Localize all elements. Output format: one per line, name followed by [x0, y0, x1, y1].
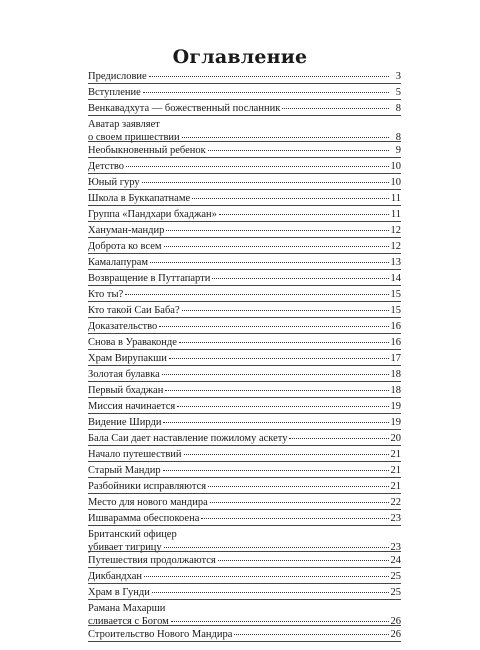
toc-entry-title: Кто такой Саи Баба?: [88, 305, 180, 316]
toc-entry: [88, 206, 401, 222]
toc-entry-title: Бала Саи дает наставление пожилому аскету: [88, 433, 288, 444]
toc-entry-page-number: 25: [390, 587, 401, 598]
toc-entry: [88, 68, 401, 84]
toc-entry-page-number: 15: [390, 305, 401, 316]
toc-entry: [88, 552, 401, 568]
table-of-contents: [88, 68, 401, 642]
toc-entry-page-number: 21: [390, 449, 401, 460]
toc-entry: [88, 398, 401, 414]
dot-leader: [212, 278, 388, 279]
toc-entry: [88, 494, 401, 510]
toc-entry-page-number: 23: [390, 513, 401, 524]
dot-leader: [163, 422, 388, 423]
toc-entry-page-number: 13: [390, 257, 401, 268]
toc-entry: [88, 568, 401, 584]
toc-entry-title: Золотая булавка: [88, 369, 160, 380]
dot-leader: [152, 592, 389, 593]
toc-entry-page-number: 5: [395, 87, 401, 98]
toc-entry: [88, 158, 401, 174]
dot-leader: [184, 454, 389, 455]
dot-leader: [210, 502, 389, 503]
toc-entry-page-number: 19: [390, 401, 401, 412]
dot-leader: [169, 358, 389, 359]
dot-leader: [166, 230, 388, 231]
page-title: Оглавление: [172, 46, 308, 68]
dot-leader: [177, 406, 388, 407]
toc-entry-title: Предисловие: [88, 71, 147, 82]
toc-entry-page-number: 12: [390, 225, 401, 236]
dot-leader: [162, 374, 389, 375]
entry-separator: [88, 641, 401, 642]
toc-entry-page-number: 17: [390, 353, 401, 364]
toc-entry-title: Место для нового мандира: [88, 497, 208, 508]
toc-entry: [88, 286, 401, 302]
toc-entry-title: Старый Мандир: [88, 465, 161, 476]
toc-entry: [88, 142, 401, 158]
toc-entry-page-number: 23: [390, 542, 401, 553]
dot-leader: [142, 182, 389, 183]
toc-entry-page-number: 26: [390, 616, 401, 627]
dot-leader: [143, 92, 389, 93]
dot-leader: [219, 214, 389, 215]
toc-entry-page-number: 3: [395, 71, 401, 82]
toc-entry: [88, 254, 401, 270]
toc-entry-page-number: 12: [390, 241, 401, 252]
toc-entry: [88, 238, 401, 254]
toc-entry-title: Путешествия продолжаются: [88, 555, 216, 566]
toc-entry: [88, 446, 401, 462]
toc-entry-title: Ишварамма обеспокоена: [88, 513, 200, 524]
toc-entry: [88, 222, 401, 238]
toc-entry: [88, 174, 401, 190]
dot-leader: [208, 150, 389, 151]
dot-leader: [182, 310, 389, 311]
toc-entry-title: Начало путешествий: [88, 449, 182, 460]
toc-entry-page-number: 24: [390, 555, 401, 566]
toc-entry-page-number: 26: [390, 629, 401, 640]
toc-entry-title-line: Аватар заявляет: [88, 119, 160, 130]
toc-entry-page-number: 11: [390, 209, 401, 220]
toc-entry: [88, 382, 401, 398]
toc-entry-title: о своем пришествии: [88, 132, 180, 143]
toc-entry-page-number: 8: [395, 132, 401, 143]
toc-entry-title: Хануман-мандир: [88, 225, 165, 236]
toc-entry-title: Венкавадхута — божественный посланник: [88, 103, 281, 114]
dot-leader: [171, 621, 389, 622]
toc-entry: [88, 478, 401, 494]
dot-leader: [164, 246, 389, 247]
toc-entry-title: Первый бхаджан: [88, 385, 164, 396]
toc-entry-title: Юный гуру: [88, 177, 140, 188]
toc-entry-page-number: 16: [390, 321, 401, 332]
toc-entry-title: Доказательство: [88, 321, 158, 332]
dot-leader: [282, 108, 389, 109]
toc-entry-title-line: Британский офицер: [88, 529, 177, 540]
toc-entry-page-number: 16: [390, 337, 401, 348]
toc-entry-page-number: 8: [395, 103, 401, 114]
toc-entry: [88, 270, 401, 286]
toc-entry: [88, 430, 401, 446]
dot-leader: [164, 547, 389, 548]
toc-entry-title: Снова в Ураваконде: [88, 337, 177, 348]
toc-entry-title: Дикбандхан: [88, 571, 142, 582]
toc-entry: [88, 190, 401, 206]
toc-entry: [88, 84, 401, 100]
dot-leader: [201, 518, 388, 519]
toc-entry-page-number: 21: [390, 465, 401, 476]
dot-leader: [234, 634, 388, 635]
toc-entry-page-number: 21: [390, 481, 401, 492]
toc-entry-title: Доброта ко всем: [88, 241, 162, 252]
toc-entry-title: Кто ты?: [88, 289, 124, 300]
dot-leader: [182, 137, 389, 138]
dot-leader: [165, 390, 388, 391]
dot-leader: [192, 198, 389, 199]
toc-entry-title: сливается с Богом: [88, 616, 169, 627]
dot-leader: [218, 560, 389, 561]
toc-entry-page-number: 22: [390, 497, 401, 508]
toc-entry: [88, 462, 401, 478]
toc-entry: [88, 116, 401, 142]
toc-entry-page-number: 19: [390, 417, 401, 428]
toc-entry: [88, 350, 401, 366]
toc-entry-title: Храм Вирупакши: [88, 353, 167, 364]
toc-entry-title: Школа в Буккапатнаме: [88, 193, 191, 204]
toc-entry-title: Строительство Нового Мандира: [88, 629, 233, 640]
toc-entry-page-number: 10: [390, 161, 401, 172]
dot-leader: [150, 262, 388, 263]
toc-entry-title: Храм в Гунди: [88, 587, 150, 598]
toc-entry: [88, 510, 401, 526]
toc-entry-title: Необыкновенный ребенок: [88, 145, 206, 156]
toc-entry-title: убивает тигрицу: [88, 542, 162, 553]
toc-entry-page-number: 15: [390, 289, 401, 300]
toc-entry: [88, 100, 401, 116]
toc-entry-page-number: 18: [390, 385, 401, 396]
toc-entry: [88, 626, 401, 642]
toc-entry-title: Видение Ширди: [88, 417, 162, 428]
dot-leader: [149, 76, 389, 77]
toc-entry: [88, 334, 401, 350]
dot-leader: [179, 342, 389, 343]
toc-entry: [88, 414, 401, 430]
toc-entry-title: Вступление: [88, 87, 141, 98]
dot-leader: [144, 576, 389, 577]
toc-entry-page-number: 10: [390, 177, 401, 188]
toc-entry-title: Группа «Пандхари бхаджан»: [88, 209, 217, 220]
toc-entry-page-number: 18: [390, 369, 401, 380]
toc-entry-title: Детство: [88, 161, 125, 172]
toc-entry-title-line: Рамана Махарши: [88, 603, 166, 614]
toc-entry-page-number: 11: [390, 193, 401, 204]
toc-entry-page-number: 25: [390, 571, 401, 582]
dot-leader: [125, 294, 388, 295]
dot-leader: [208, 486, 388, 487]
toc-entry: [88, 526, 401, 552]
toc-entry-page-number: 14: [390, 273, 401, 284]
toc-entry-title: Возвращение в Путтапарти: [88, 273, 211, 284]
toc-entry: [88, 600, 401, 626]
dot-leader: [289, 438, 388, 439]
dot-leader: [126, 166, 388, 167]
toc-entry-title: Миссия начинается: [88, 401, 176, 412]
dot-leader: [163, 470, 389, 471]
toc-entry: [88, 584, 401, 600]
toc-entry-page-number: 9: [395, 145, 401, 156]
toc-entry: [88, 366, 401, 382]
dot-leader: [159, 326, 388, 327]
toc-entry-title: Разбойники исправляются: [88, 481, 207, 492]
toc-entry: [88, 318, 401, 334]
toc-entry: [88, 302, 401, 318]
toc-entry-title: Камалапурам: [88, 257, 149, 268]
toc-entry-page-number: 20: [390, 433, 401, 444]
